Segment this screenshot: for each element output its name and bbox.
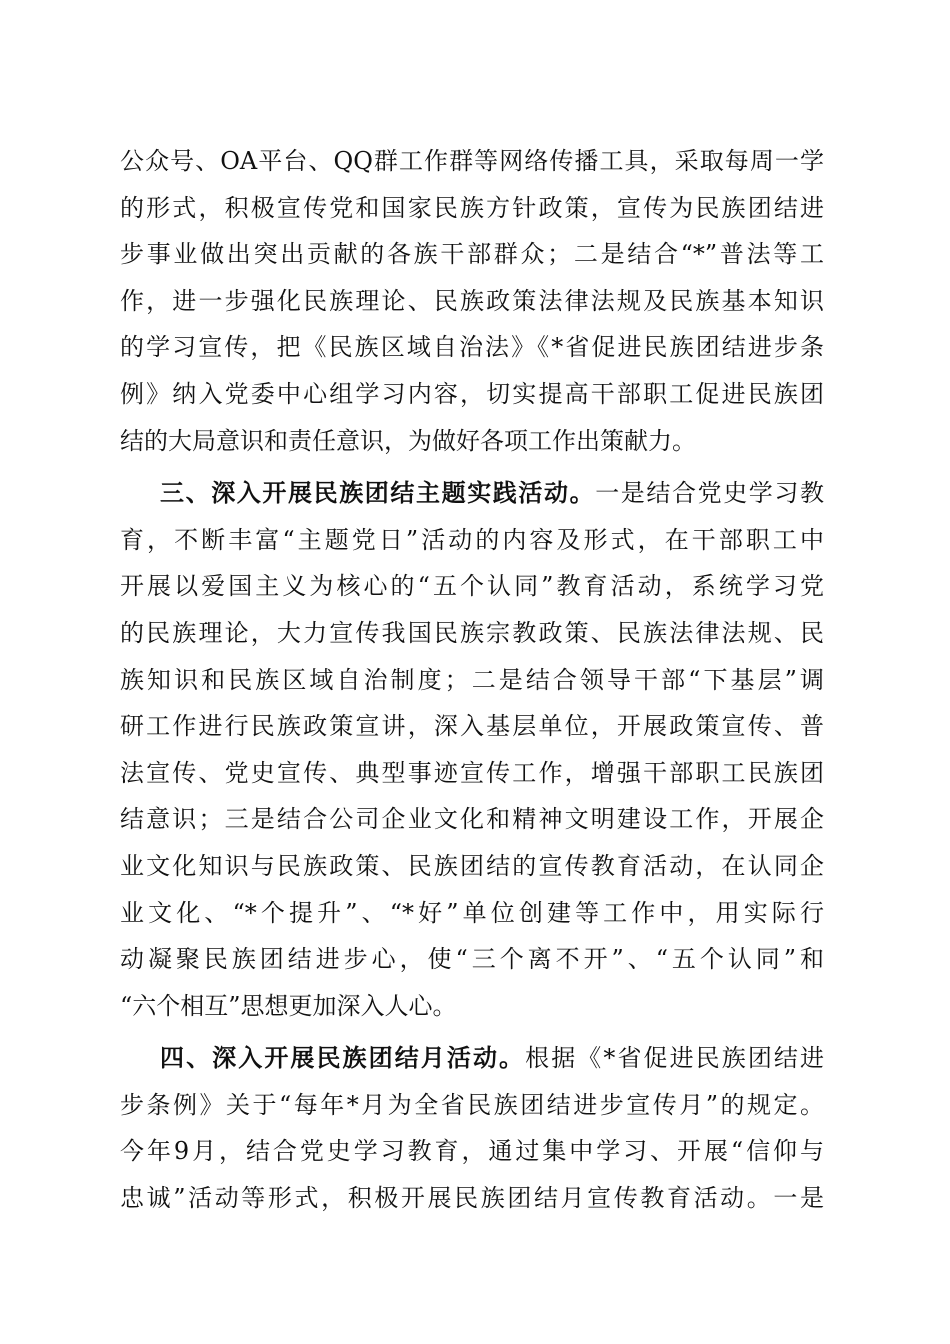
text-line: 研工作进行民族政策宣讲，深入基层单位，开展政策宣传、普 <box>120 712 824 741</box>
text-line: 业文化、“*个提升”、“*好”单位创建等工作中，用实际行 <box>120 898 824 927</box>
text-line: 今年9月，结合党史学习教育，通过集中学习、开展“信仰与 <box>120 1137 824 1166</box>
section-3-heading: 三、深入开展民族团结主题实践活动。 <box>160 479 596 508</box>
text-line: 业文化知识与民族政策、民族团结的宣传教育活动，在认同企 <box>120 851 824 880</box>
text-line: 的形式，积极宣传党和国家民族方针政策，宣传为民族团结进 <box>120 193 824 222</box>
text-line: 作，进一步强化民族理论、民族政策法律法规及民族基本知识 <box>120 286 824 315</box>
section-4-first-line-text: 根据《*省促进民族团结进 <box>525 1044 824 1073</box>
text-line: “六个相互”思想更加深入人心。 <box>120 991 457 1020</box>
text-line: 步条例》关于“每年*月为全省民族团结进步宣传月”的规定。 <box>120 1090 824 1119</box>
text-line: 法宣传、党史宣传、典型事迹宣传工作，增强干部职工民族团 <box>120 758 824 787</box>
text-line: 例》纳入党委中心组学习内容，切实提高干部职工促进民族团 <box>120 379 824 408</box>
text-line: 动凝聚民族团结进步心，使“三个离不开”、“五个认同”和 <box>120 945 824 974</box>
section-3-paragraph <box>120 470 824 1029</box>
paragraph-1 <box>120 138 824 464</box>
text-line: 步事业做出突出贡献的各族干部群众；二是结合“*”普法等工 <box>120 240 824 269</box>
section-4-first-line <box>120 1035 824 1082</box>
text-line: 的学习宣传，把《民族区域自治法》《*省促进民族团结进步条 <box>120 333 824 362</box>
text-line: 的民族理论，大力宣传我国民族宗教政策、民族法律法规、民 <box>120 618 824 647</box>
text-line: 开展以爱国主义为核心的“五个认同”教育活动，系统学习党 <box>120 572 824 601</box>
document-page <box>120 138 824 1222</box>
text-line: 忠诚”活动等形式，积极开展民族团结月宣传教育活动。一是 <box>120 1184 824 1213</box>
text-line: 族知识和民族区域自治制度；二是结合领导干部“下基层”调 <box>120 665 824 694</box>
text-line: 结的大局意识和责任意识，为做好各项工作出策献力。 <box>120 426 696 455</box>
section-4-heading: 四、深入开展民族团结月活动。 <box>160 1044 526 1073</box>
text-line: 育，不断丰富“主题党日”活动的内容及形式，在干部职工中 <box>120 525 824 554</box>
section-3-first-line-text: 一是结合党史学习教 <box>595 479 824 508</box>
section-4-paragraph <box>120 1035 824 1221</box>
text-line: 结意识；三是结合公司企业文化和精神文明建设工作，开展企 <box>120 805 824 834</box>
section-3-first-line <box>120 470 824 517</box>
text-line: 公众号、OA平台、QQ群工作群等网络传播工具，采取每周一学 <box>120 147 824 175</box>
